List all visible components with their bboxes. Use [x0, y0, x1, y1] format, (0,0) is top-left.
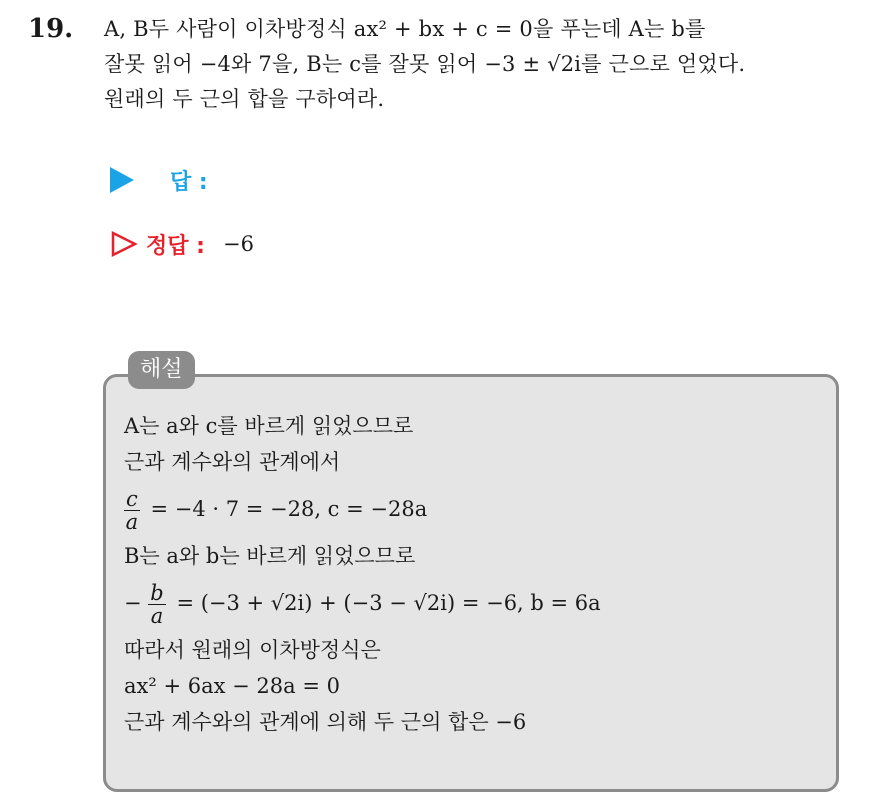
- fraction-b-over-a: [148, 582, 165, 627]
- problem-line-1: A, B두 사람이 이차방정식 ax² + bx + c = 0을 푸는데 A는 b를: [104, 17, 706, 41]
- solution-line-8: 근과 계수와의 관계에 의해 두 근의 합은 −6: [124, 710, 527, 734]
- play-triangle-icon: [110, 167, 134, 193]
- solution-body: [124, 408, 601, 740]
- problem-line-2: 잘못 읽어 −4와 7을, B는 c를 잘못 읽어 −3 ± √2i를 근으로 얻었다.: [104, 52, 746, 76]
- answer-label: 답 :: [170, 169, 208, 195]
- solution-line-1: A는 a와 c를 바르게 읽었으므로: [124, 414, 414, 438]
- problem-text: [104, 12, 884, 117]
- solution-line-7: ax² + 6ax − 28a = 0: [124, 674, 340, 698]
- outline-triangle-icon: [110, 230, 138, 258]
- problem-line-3: 원래의 두 근의 합을 구하여라.: [104, 87, 385, 111]
- correct-answer-value: −6: [222, 232, 254, 256]
- equation-rest: = −4 · 7 = −28, c = −28a: [150, 497, 428, 521]
- solution-line-2: 근과 계수와의 관계에서: [124, 450, 341, 474]
- fraction-numerator: b: [150, 581, 164, 605]
- answer-row: [110, 163, 208, 197]
- problem-number: 19.: [28, 14, 74, 44]
- equation-rest: = (−3 + √2i) + (−3 − √2i) = −6, b = 6a: [176, 591, 601, 615]
- solution-line-4: B는 a와 b는 바르게 읽었으므로: [124, 544, 416, 568]
- fraction-denominator: a: [125, 510, 139, 534]
- correct-answer-label: 정답 :: [146, 233, 205, 259]
- solution-line-3: [124, 480, 601, 538]
- fraction-numerator: c: [126, 487, 138, 511]
- fraction-c-over-a: [124, 488, 140, 533]
- solution-tag: 해설: [128, 351, 195, 389]
- minus-sign: −: [124, 591, 142, 615]
- fraction-denominator: a: [150, 604, 164, 628]
- correct-answer-row: [110, 227, 254, 261]
- solution-line-5: [124, 574, 601, 632]
- solution-line-6: 따라서 원래의 이차방정식은: [124, 638, 381, 662]
